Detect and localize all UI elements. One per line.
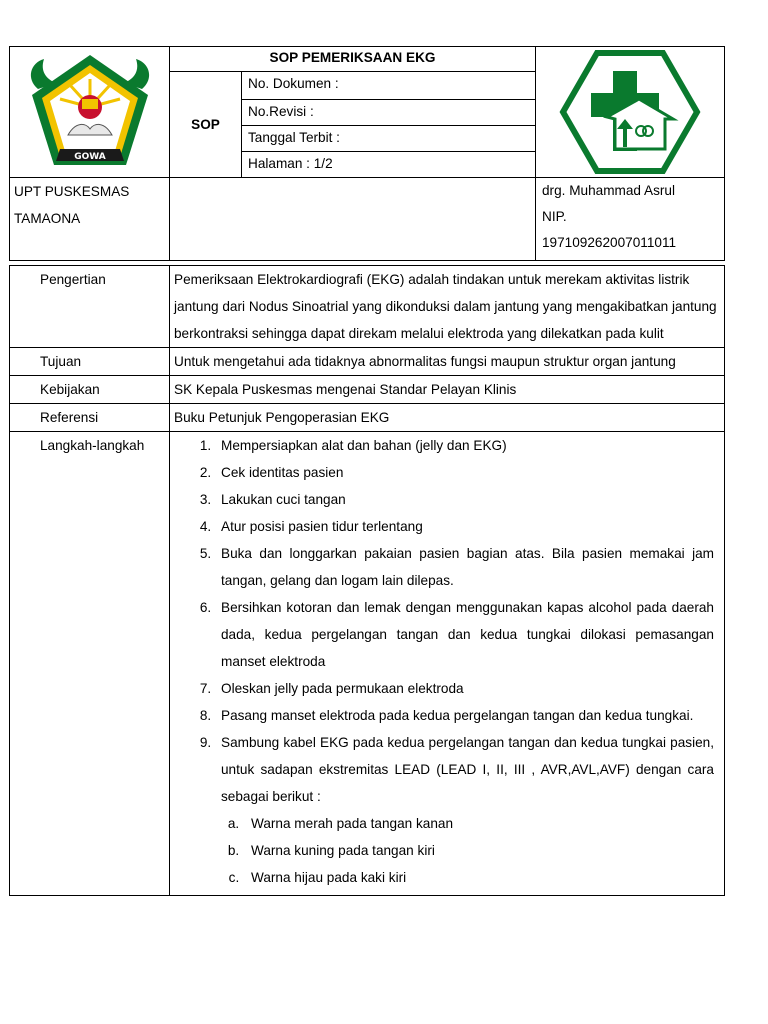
substep-item: b. Warna kuning pada tangan kiri bbox=[243, 837, 714, 864]
step-item: 7. Oleskan jelly pada permukaan elektroda bbox=[215, 675, 714, 702]
row-referensi bbox=[10, 404, 725, 432]
text-pengertian: Pemeriksaan Elektrokardiografi (EKG) adalah tindakan untuk merekam aktivitas listrik jantung dari Nodus Sinoatrial yang dikonduksi dalam jantung yang mengakibatkan jantung berkontraksi sehingga dapat direkam melalui elektroda yang dilekatkan pada kulit bbox=[170, 266, 725, 348]
step-item: 5. Buka dan longgarkan pakaian pasien bagian atas. Bila pasien memakai jam tangan, gelang dan logam lain dilepas. bbox=[215, 540, 714, 594]
row-langkah bbox=[10, 432, 725, 896]
step-item: 8. Pasang manset elektroda pada kedua pergelangan tangan dan kedua tungkai. bbox=[215, 702, 714, 729]
step-item: 2. Cek identitas pasien bbox=[215, 459, 714, 486]
org-line-2: TAMAONA bbox=[14, 211, 81, 226]
row-pengertian bbox=[10, 266, 725, 348]
label-referensi: Referensi bbox=[10, 404, 170, 432]
step-item: 4. Atur posisi pasien tidur terlentang bbox=[215, 513, 714, 540]
gowa-logo-cell bbox=[10, 47, 170, 178]
organization-cell bbox=[10, 178, 170, 261]
gowa-regency-emblem-icon bbox=[20, 49, 160, 175]
signer-nip-label: NIP. bbox=[542, 209, 567, 224]
gowa-logo-text: GOWA bbox=[73, 152, 106, 162]
steps-list bbox=[170, 432, 724, 895]
header-table bbox=[9, 46, 725, 261]
text-tujuan: Untuk mengetahui ada tidaknya abnormalitas fungsi maupun struktur organ jantung bbox=[170, 348, 725, 376]
substep-item: a. Warna merah pada tangan kanan bbox=[243, 810, 714, 837]
text-kebijakan: SK Kepala Puskesmas mengenai Standar Pelayan Klinis bbox=[170, 376, 725, 404]
label-kebijakan: Kebijakan bbox=[10, 376, 170, 404]
signer-cell bbox=[536, 178, 725, 261]
label-pengertian: Pengertian bbox=[10, 266, 170, 348]
blank-cell bbox=[170, 178, 536, 261]
step-9-text: Sambung kabel EKG pada kedua pergelangan tangan dan kedua tungkai pasien, untuk sadapan ekstremitas LEAD (LEAD I, II, III , AVR,AVL,AVF) dengan cara sebagai berikut : bbox=[221, 735, 714, 804]
puskesmas-logo-cell bbox=[536, 47, 725, 178]
steps-cell bbox=[170, 432, 725, 896]
org-line-1: UPT PUSKESMAS bbox=[14, 184, 130, 199]
meta-no-revisi: No.Revisi : bbox=[242, 100, 536, 126]
label-langkah: Langkah-langkah bbox=[10, 432, 170, 896]
meta-halaman: Halaman : 1/2 bbox=[242, 152, 536, 178]
step-item: 3. Lakukan cuci tangan bbox=[215, 486, 714, 513]
sop-label: SOP bbox=[170, 72, 242, 178]
row-kebijakan bbox=[10, 376, 725, 404]
puskesmas-logo-icon bbox=[555, 47, 705, 177]
step-item-9 bbox=[215, 729, 714, 891]
step-item: 1. Mempersiapkan alat dan bahan (jelly dan EKG) bbox=[215, 432, 714, 459]
document-title: SOP PEMERIKSAAN EKG bbox=[170, 47, 536, 72]
step-item: 6. Bersihkan kotoran dan lemak dengan menggunakan kapas alcohol pada daerah dada, kedua pergelangan tangan dan kedua tungkai dilokasi pemasangan manset elektroda bbox=[215, 594, 714, 675]
label-tujuan: Tujuan bbox=[10, 348, 170, 376]
signer-nip: 197109262007011011 bbox=[542, 235, 677, 250]
text-referensi: Buku Petunjuk Pengoperasian EKG bbox=[170, 404, 725, 432]
signer-name: drg. Muhammad Asrul bbox=[542, 183, 675, 198]
sop-content-table bbox=[9, 265, 725, 896]
substeps-list bbox=[221, 810, 714, 891]
meta-tanggal-terbit: Tanggal Terbit : bbox=[242, 126, 536, 152]
row-tujuan bbox=[10, 348, 725, 376]
substep-item: c. Warna hijau pada kaki kiri bbox=[243, 864, 714, 891]
meta-no-dokumen: No. Dokumen : bbox=[242, 72, 536, 100]
